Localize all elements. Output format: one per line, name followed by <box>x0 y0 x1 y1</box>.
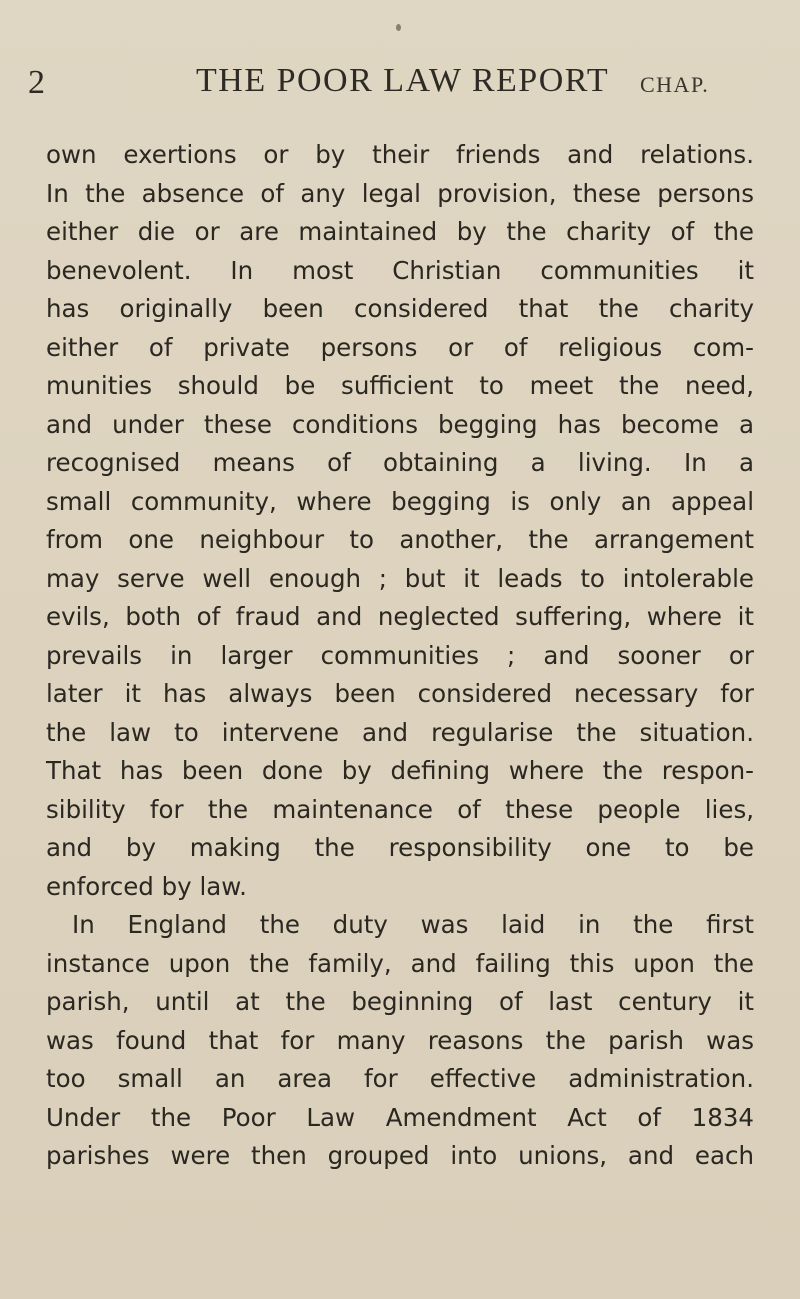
text-line: recognised means of obtaining a living. In a <box>46 448 754 477</box>
text-line: Under the Poor Law Amendment Act of 1834 <box>46 1102 754 1132</box>
text-line: munities should be sufficient to meet the need, <box>46 371 754 400</box>
body-text <box>46 136 754 1176</box>
text-line: In the absence of any legal provision, these persons <box>46 178 754 208</box>
paragraph-start-line: In England the duty was laid in the first <box>72 910 754 939</box>
text-line: evils, both of fraud and neglected suffering, where it <box>46 602 754 631</box>
text-line: either die or are maintained by the charity of the <box>46 217 754 246</box>
text-line: That has been done by defining where the respon- <box>46 756 754 785</box>
text-line: may serve well enough ; but it leads to intolerable <box>46 563 754 593</box>
text-line: parish, until at the beginning of last century it <box>46 987 754 1016</box>
text-line: prevails in larger communities ; and sooner or <box>46 640 754 670</box>
text-line: sibility for the maintenance of these people lies, <box>46 794 754 824</box>
text-line: parishes were then grouped into unions, and each <box>46 1141 754 1170</box>
text-line: instance upon the family, and failing this upon the <box>46 948 754 978</box>
text-line: too small an area for effective administration. <box>46 1064 754 1093</box>
page-number: 2 <box>28 64 46 101</box>
text-line: was found that for many reasons the parish was <box>46 1025 754 1055</box>
text-line: the law to intervene and regularise the situation. <box>46 717 754 747</box>
running-head <box>28 58 768 108</box>
text-line: own exertions or by their friends and relations. <box>46 140 754 169</box>
text-line: has originally been considered that the charity <box>46 294 754 323</box>
text-line: small community, where begging is only an appeal <box>46 486 754 516</box>
paragraph-end-line: enforced by law. <box>46 871 247 901</box>
text-line: and under these conditions begging has become a <box>46 409 754 439</box>
text-line: benevolent. In most Christian communities it <box>46 255 754 285</box>
text-line: later it has always been considered necessary for <box>46 679 754 708</box>
chapter-abbreviation: CHAP. <box>640 72 710 97</box>
ink-dot-mark <box>396 24 401 31</box>
text-line: either of private persons or of religious com- <box>46 332 754 362</box>
text-line: and by making the responsibility one to be <box>46 833 754 862</box>
text-line: from one neighbour to another, the arrangement <box>46 525 754 554</box>
running-title: THE POOR LAW REPORT <box>196 62 610 99</box>
